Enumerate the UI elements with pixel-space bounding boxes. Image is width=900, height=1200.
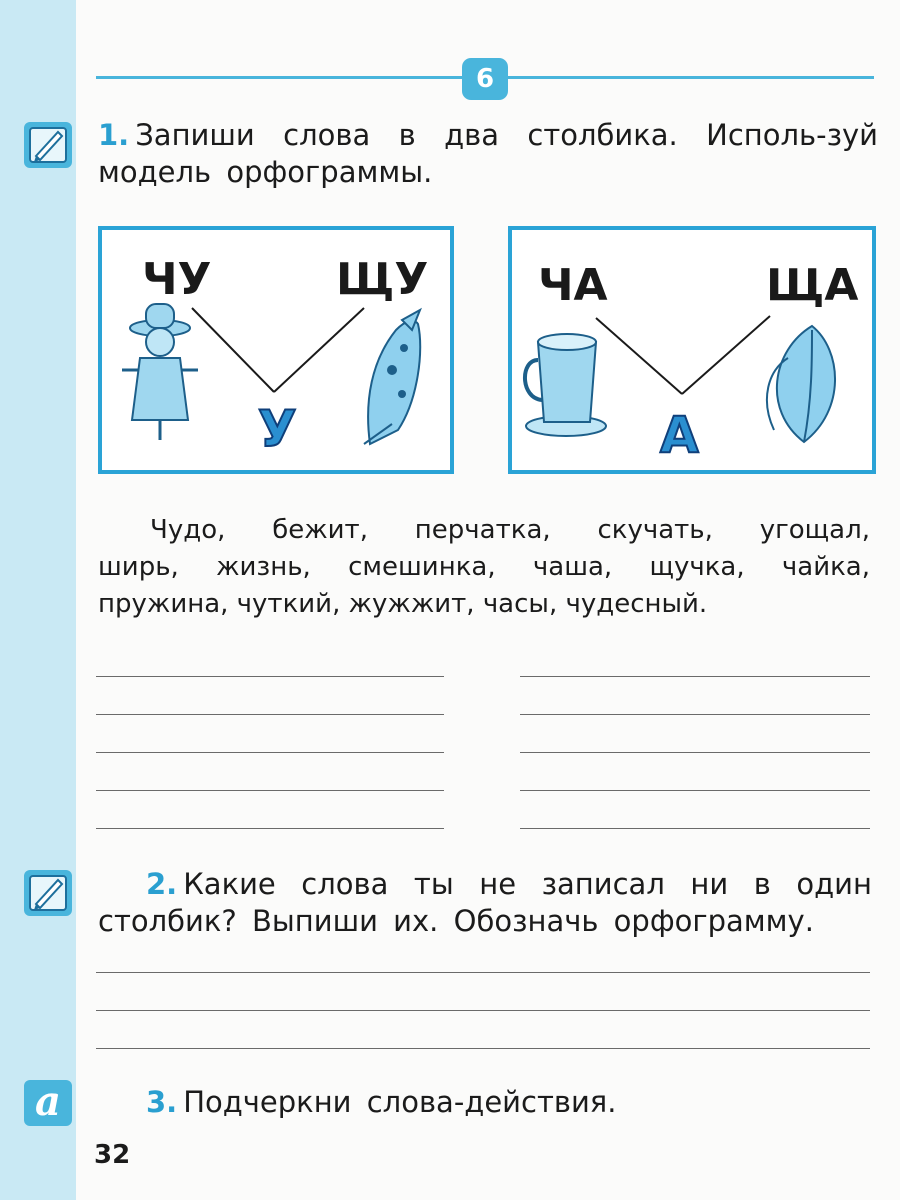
cup-picture (525, 334, 606, 436)
lesson-number-badge: 6 (462, 58, 508, 100)
page-number: 32 (94, 1140, 131, 1170)
writing-line-left[interactable] (96, 828, 444, 829)
writing-line-left[interactable] (96, 714, 444, 715)
pen-icon (24, 870, 72, 916)
word-list (98, 512, 870, 623)
writing-line-full[interactable] (96, 972, 870, 973)
syllable-shchu: ЩУ (336, 254, 429, 305)
writing-line-right[interactable] (520, 714, 870, 715)
writing-line-right[interactable] (520, 676, 870, 677)
task-2 (98, 866, 872, 940)
writing-line-right[interactable] (520, 828, 870, 829)
word-list-line: Чудо, бежит, перчатка, скучать, угощал, (150, 515, 870, 545)
task-2-number: 2. (146, 867, 178, 901)
left-margin-strip (0, 0, 76, 1200)
word-list-line: пружина, чуткий, жужжит, часы, чудесный. (98, 589, 708, 619)
header-rule-right (508, 76, 874, 79)
vowel-u: У (258, 400, 297, 458)
orthogram-model-chu-shchu (98, 226, 454, 474)
writing-line-right[interactable] (520, 752, 870, 753)
pen-icon (24, 122, 72, 168)
scarecrow-picture (122, 304, 198, 440)
writing-line-left[interactable] (96, 752, 444, 753)
writing-line-left[interactable] (96, 676, 444, 677)
syllable-chu: ЧУ (142, 254, 212, 305)
syllable-cha: ЧА (538, 260, 608, 311)
orthogram-model-cha-shcha (508, 226, 876, 474)
task-3-text: Подчеркни слова-действия. (183, 1085, 617, 1119)
task-3-number: 3. (146, 1085, 178, 1119)
pike-fish-picture (364, 310, 420, 444)
syllable-shcha: ЩА (766, 260, 859, 311)
header-rule-left (96, 76, 462, 79)
writing-line-full[interactable] (96, 1048, 870, 1049)
task-2-text: Какие слова ты не записал ни в один столбик? Выпиши их. Обозначь орфограмму. (98, 867, 872, 938)
cursive-a-icon: a (24, 1080, 72, 1126)
task-3 (98, 1084, 878, 1121)
sorrel-leaves-picture (767, 326, 835, 442)
task-1-text: Запиши слова в два столбика. Исполь-зуй модель орфограммы. (98, 118, 878, 189)
writing-line-left[interactable] (96, 790, 444, 791)
writing-line-right[interactable] (520, 790, 870, 791)
vowel-a: А (660, 406, 699, 464)
word-list-line: ширь, жизнь, смешинка, чаша, щучка, чайка, (98, 552, 870, 582)
task-1 (98, 117, 878, 191)
task-1-number: 1. (98, 118, 130, 152)
writing-line-full[interactable] (96, 1010, 870, 1011)
